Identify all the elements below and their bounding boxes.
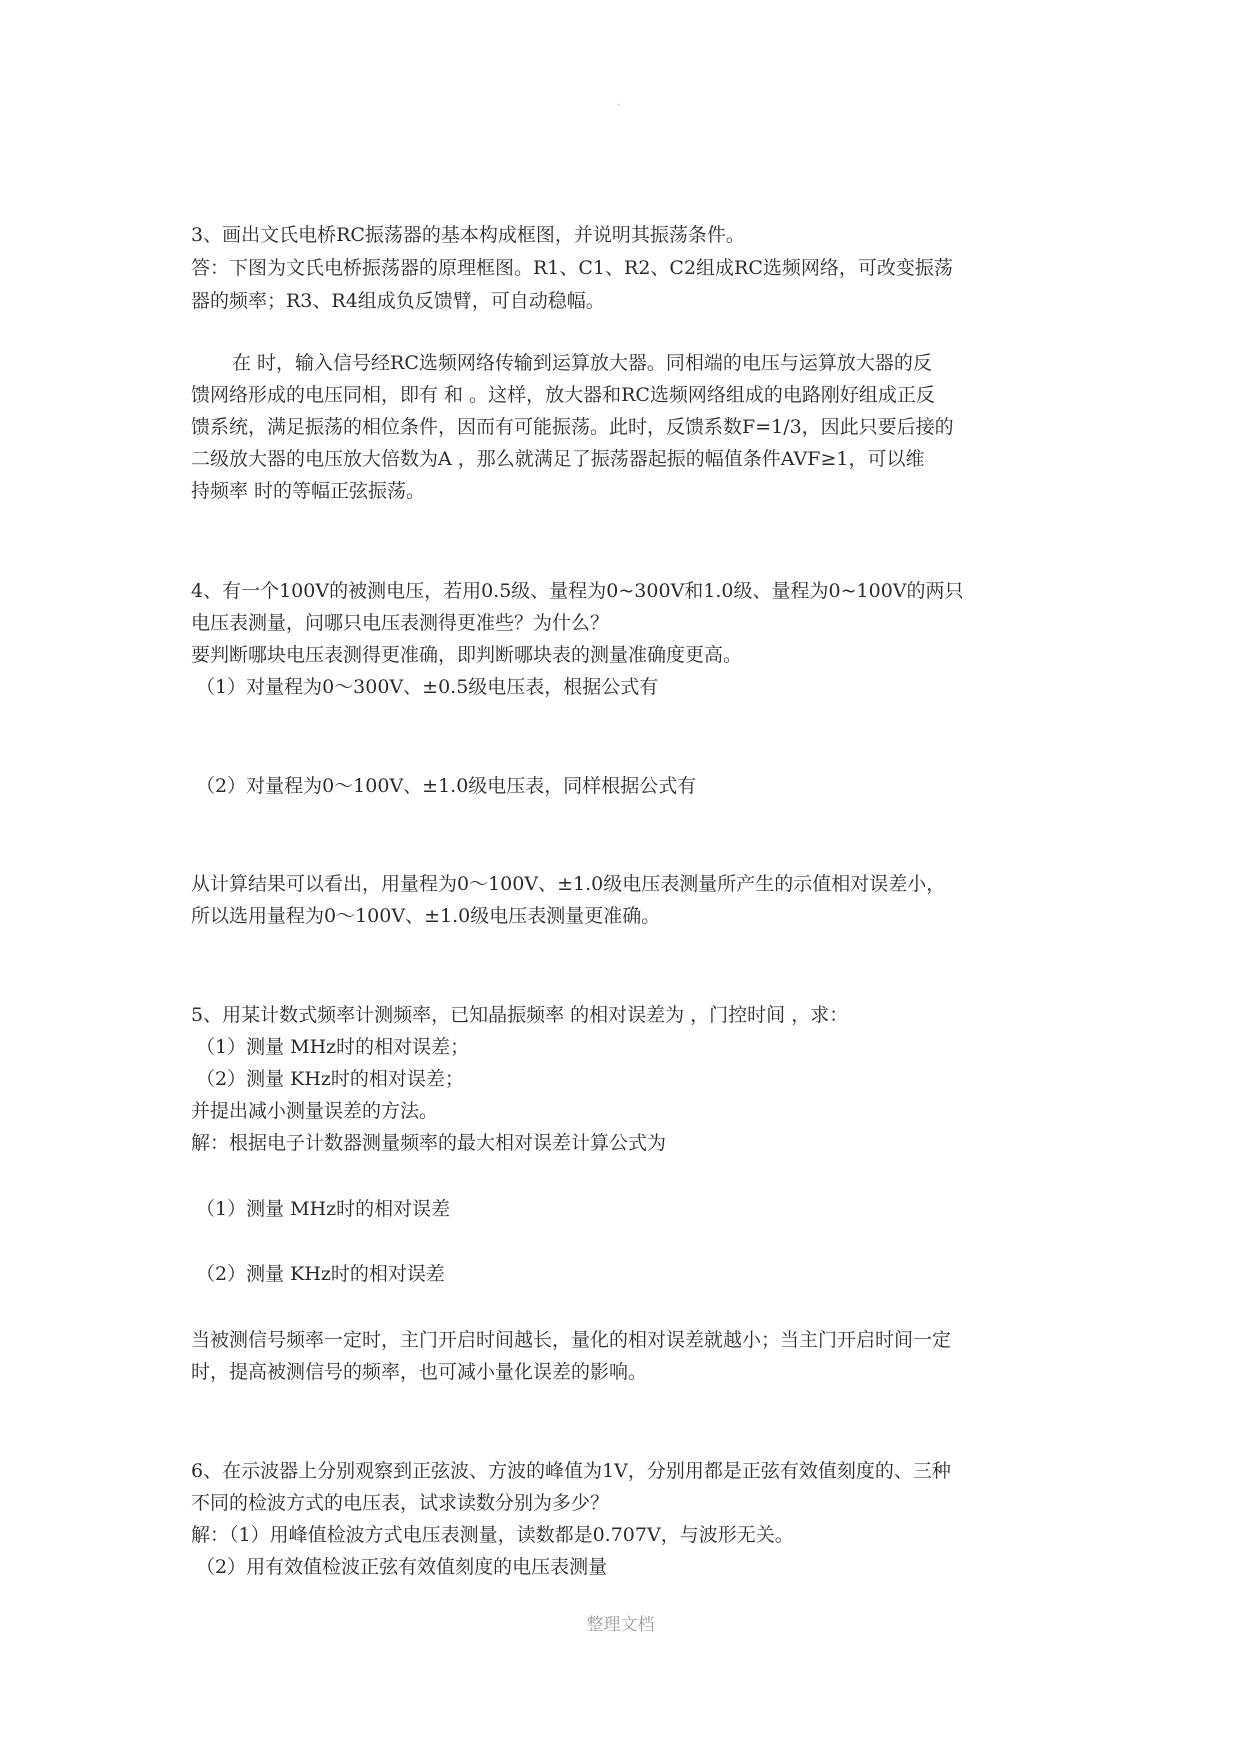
question-5-title: 5、用某计数式频率计测频率，已知晶振频率 的相对误差为 ，门控时间 ，求：	[191, 1004, 849, 1026]
answer-4-item-2: （2）对量程为0～100V、±1.0级电压表，同样根据公式有	[196, 775, 697, 797]
question-3-title: 3、画出文氏电桥RC振荡器的基本构成框图，并说明其振荡条件。	[191, 224, 745, 246]
answer-4-line-1: 要判断哪块电压表测得更准确，即判断哪块表的测量准确度更高。	[191, 644, 743, 666]
page-footer: 整理文档	[586, 1615, 655, 1635]
answer-4-conclusion-1: 从计算结果可以看出，用量程为0～100V、±1.0级电压表测量所产生的示值相对误差小，	[191, 873, 946, 895]
answer-3-line-1: 答：下图为文氏电桥振荡器的原理框图。R1、C1、R2、C2组成RC选频网络，可改变振荡	[191, 257, 953, 279]
page-header-mark: .	[617, 97, 621, 108]
answer-4-item-1: （1）对量程为0～300V、±0.5级电压表，根据公式有	[196, 676, 659, 698]
answer-6-line-1: 解：（1）用峰值检波方式电压表测量，读数都是0.707V，与波形无关。	[191, 1524, 794, 1546]
question-5-line-3: 并提出减小测量误差的方法。	[191, 1100, 439, 1122]
question-5-item-2: （2）测量 KHz时的相对误差；	[196, 1068, 464, 1090]
paragraph-3-line-1: 在 时，输入信号经RC选频网络传输到运算放大器。同相端的电压与运算放大器的反	[232, 352, 932, 374]
question-6-line-2: 不同的检波方式的电压表，试求读数分别为多少？	[191, 1492, 610, 1514]
answer-4-conclusion-2: 所以选用量程为0～100V、±1.0级电压表测量更准确。	[191, 905, 661, 927]
answer-3-line-2: 器的频率；R3、R4组成负反馈臂，可自动稳幅。	[191, 290, 605, 312]
answer-5-line-1: 解：根据电子计数器测量频率的最大相对误差计算公式为	[191, 1132, 667, 1154]
answer-5-conclusion-2: 时，提高被测信号的频率，也可减小量化误差的影响。	[191, 1361, 648, 1383]
question-6-line-1: 6、在示波器上分别观察到正弦波、方波的峰值为1V，分别用都是正弦有效值刻度的、三种	[191, 1460, 951, 1482]
paragraph-3-line-4: 二级放大器的电压放大倍数为A ，那么就满足了振荡器起振的幅值条件AVF≥1，可以维	[191, 448, 925, 470]
answer-5-conclusion-1: 当被测信号频率一定时，主门开启时间越长，量化的相对误差就越小；当主门开启时间一定	[191, 1329, 952, 1351]
answer-5-item-1: （1）测量 MHz时的相对误差	[196, 1198, 451, 1220]
answer-5-item-2: （2）测量 KHz时的相对误差	[196, 1263, 445, 1285]
question-4-line-2: 电压表测量，问哪只电压表测得更准些？为什么？	[191, 612, 610, 634]
paragraph-3-line-3: 馈系统，满足振荡的相位条件，因而有可能振荡。此时，反馈系数F=1/3，因此只要后接的	[191, 416, 954, 438]
answer-6-item-2: （2）用有效值检波正弦有效值刻度的电压表测量	[196, 1556, 608, 1578]
paragraph-3-line-2: 馈网络形成的电压同相，即有 和 。这样，放大器和RC选频网络组成的电路刚好组成正反	[191, 384, 935, 406]
question-5-item-1: （1）测量 MHz时的相对误差；	[196, 1036, 470, 1058]
paragraph-3-line-5: 持频率 时的等幅正弦振荡。	[191, 480, 426, 502]
question-4-line-1: 4、有一个100V的被测电压，若用0.5级、量程为0~300V和1.0级、量程为0~100V的两只	[191, 580, 964, 602]
